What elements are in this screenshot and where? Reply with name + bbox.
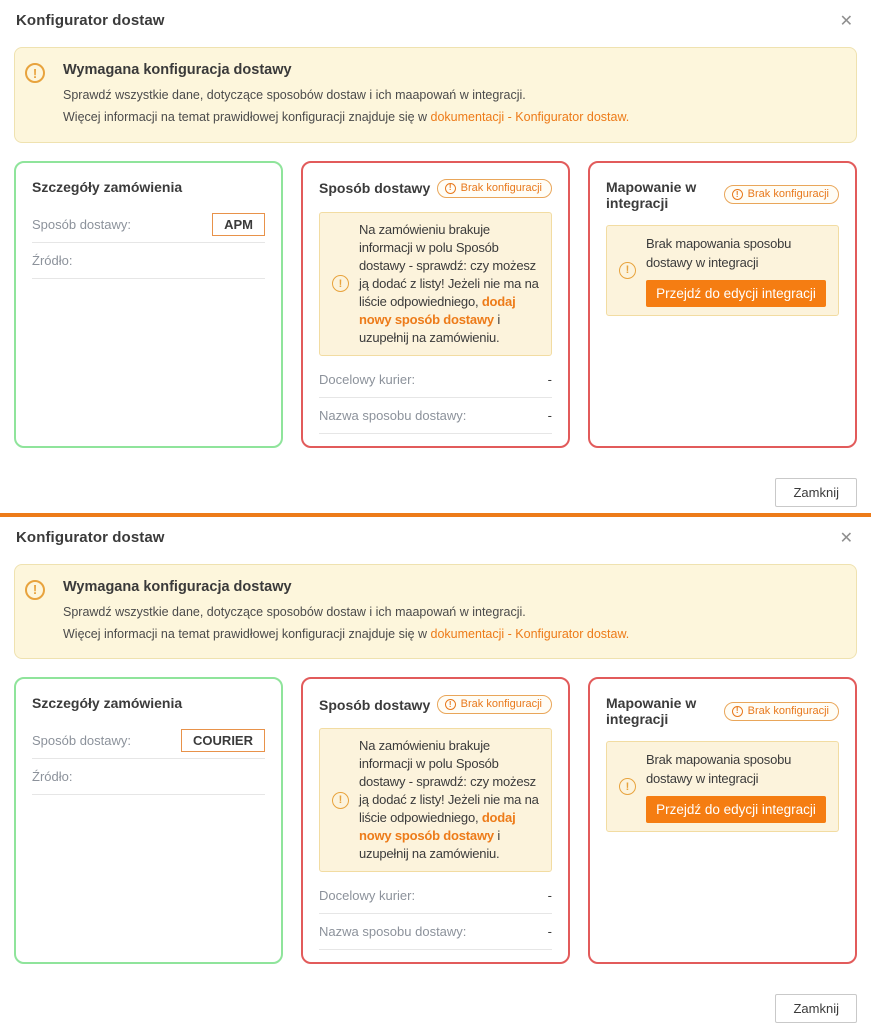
info-text — [359, 737, 539, 863]
modal-header — [0, 529, 871, 549]
info-text — [359, 221, 539, 347]
info-content — [646, 234, 826, 307]
field-label: Docelowy kurier: — [319, 888, 416, 904]
card-head — [319, 179, 552, 198]
banner-line-1: Sprawdź wszystkie dane, dotyczące sposobów dostaw i ich maapowań w integracji. — [63, 604, 526, 619]
go-to-integration-edit-button[interactable]: Przejdź do edycji integracji — [646, 280, 826, 307]
documentation-link[interactable]: dokumentacji - Konfigurator dostaw. — [430, 110, 630, 125]
field-target-courier — [319, 362, 552, 398]
delivery-configurator-modal — [0, 517, 871, 1024]
warning-icon: ! — [25, 580, 45, 600]
close-modal-button[interactable]: Zamknij — [775, 478, 857, 507]
go-to-integration-edit-button[interactable]: Przejdź do edycji integracji — [646, 796, 826, 823]
modal-title: Konfigurator dostaw — [16, 12, 165, 29]
card-title: Szczegóły zamówienia — [32, 695, 183, 712]
delivery-warning-box — [319, 728, 552, 872]
field-label: Docelowy kurier: — [319, 371, 416, 387]
field-label: Sposób dostawy: — [32, 216, 132, 232]
banner-help-text: Więcej informacji na temat prawidłowej konfiguracji znajduje się w — [63, 110, 428, 125]
banner-body — [63, 62, 629, 126]
delivery-warning-box — [319, 212, 552, 356]
modal-title: Konfigurator dostaw — [16, 528, 165, 546]
card-delivery-method — [301, 677, 570, 964]
field-target-courier — [319, 878, 552, 914]
card-title: Sposób dostawy — [319, 180, 431, 197]
badge-label: Brak konfiguracji — [747, 704, 829, 717]
modal-footer — [14, 994, 857, 1023]
mapping-warning-box — [606, 225, 839, 316]
field-value: - — [547, 888, 552, 904]
info-warning-icon: ! — [332, 792, 349, 809]
info-text-before: Na zamówieniu brakuje informacji w polu Sposób dostawy - sprawdź: czy możesz ją dodać z listy! Jeżeli nie ma na liście odpowiedniego, — [359, 221, 539, 309]
field-label: Nazwa sposobu dostawy: — [319, 407, 467, 423]
no-configuration-badge — [437, 695, 552, 714]
card-integration-mapping — [588, 161, 857, 448]
card-order-details — [14, 677, 283, 964]
card-head — [606, 179, 839, 211]
card-integration-mapping — [588, 677, 857, 964]
close-icon[interactable]: ✕ — [839, 13, 853, 30]
badge-warning-icon: ! — [445, 699, 456, 710]
field-delivery-name — [319, 398, 552, 434]
delivery-method-value-box: COURIER — [181, 729, 265, 752]
card-title: Mapowanie w integracji — [606, 695, 697, 728]
info-text-after: i uzupełnij na zamówieniu. — [359, 828, 501, 862]
info-text-after: i uzupełnij na zamówieniu. — [359, 311, 501, 345]
info-text-before: Na zamówieniu brakuje informacji w polu Sposób dostawy - sprawdź: czy możesz ją dodać z listy! Jeżeli nie ma na liście odpowiedniego, — [359, 738, 539, 826]
cards-row — [14, 161, 857, 448]
documentation-link[interactable]: dokumentacji - Konfigurator dostaw. — [430, 626, 630, 641]
mapping-warning-box — [606, 741, 839, 832]
badge-label: Brak konfiguracji — [747, 187, 829, 200]
warning-icon: ! — [25, 63, 45, 83]
card-head — [32, 179, 265, 195]
card-head — [606, 695, 839, 727]
info-warning-icon: ! — [619, 262, 636, 279]
info-warning-icon: ! — [619, 778, 636, 795]
no-configuration-badge — [724, 185, 839, 204]
info-content — [646, 750, 826, 823]
no-configuration-badge — [437, 179, 552, 198]
card-title: Sposób dostawy — [319, 696, 431, 713]
modal-footer — [14, 478, 857, 507]
delivery-configurator-modal — [0, 0, 871, 507]
field-source — [32, 759, 265, 795]
banner-title: Wymagana konfiguracja dostawy — [63, 578, 292, 595]
info-text: Brak mapowania sposobu dostawy w integracji — [646, 752, 792, 787]
field-source — [32, 243, 265, 279]
card-order-details — [14, 161, 283, 448]
field-label: Źródło: — [32, 769, 73, 785]
field-delivery-method — [32, 725, 265, 759]
close-modal-button[interactable]: Zamknij — [775, 994, 857, 1023]
card-head — [32, 695, 265, 711]
field-value: - — [547, 371, 552, 387]
close-icon[interactable]: ✕ — [839, 529, 853, 547]
delivery-method-value-box: APM — [212, 213, 265, 236]
no-configuration-badge — [724, 702, 839, 721]
field-delivery-name — [319, 914, 552, 950]
banner-line-2 — [63, 626, 629, 642]
field-label: Sposób dostawy: — [32, 733, 132, 749]
card-title: Szczegóły zamówienia — [32, 178, 183, 195]
badge-warning-icon: ! — [445, 183, 456, 194]
info-warning-icon: ! — [332, 275, 349, 292]
card-delivery-method — [301, 161, 570, 448]
warning-banner — [14, 47, 857, 143]
badge-warning-icon: ! — [732, 706, 743, 717]
field-value: - — [547, 924, 552, 940]
badge-label: Brak konfiguracji — [460, 698, 542, 711]
banner-line-2 — [63, 109, 629, 125]
modal-header — [0, 12, 871, 32]
card-head — [319, 695, 552, 714]
banner-title: Wymagana konfiguracja dostawy — [63, 62, 292, 78]
banner-help-text: Więcej informacji na temat prawidłowej konfiguracji znajduje się w — [63, 626, 428, 641]
info-text: Brak mapowania sposobu dostawy w integracji — [646, 235, 792, 270]
card-title: Mapowanie w integracji — [606, 178, 697, 211]
add-delivery-method-link[interactable]: dodaj nowy sposób dostawy — [359, 293, 516, 327]
field-label: Nazwa sposobu dostawy: — [319, 924, 467, 940]
banner-body — [63, 579, 629, 643]
badge-label: Brak konfiguracji — [460, 181, 542, 194]
cards-row — [14, 677, 857, 964]
badge-warning-icon: ! — [732, 189, 743, 200]
add-delivery-method-link[interactable]: dodaj nowy sposób dostawy — [359, 810, 516, 844]
warning-banner — [14, 564, 857, 660]
field-label: Źródło: — [32, 252, 73, 268]
banner-line-1: Sprawdź wszystkie dane, dotyczące sposobów dostaw i ich maapowań w integracji. — [63, 88, 526, 102]
field-value: - — [547, 407, 552, 423]
field-delivery-method — [32, 209, 265, 243]
